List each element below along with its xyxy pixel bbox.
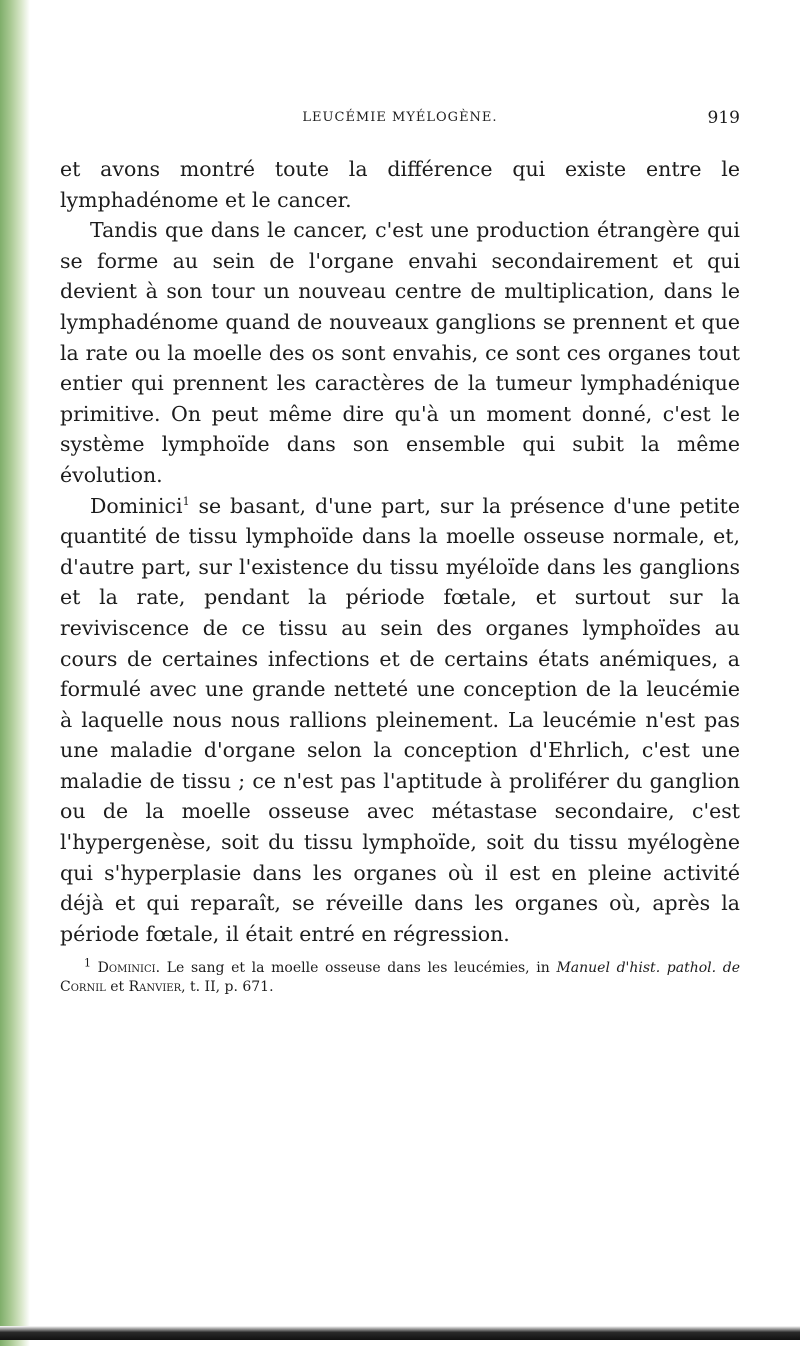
footnote-conjunction: et (105, 979, 129, 996)
footnote-work-title: Manuel d'hist. pathol. de (556, 960, 741, 977)
footnote-text-1: . Le sang et la moelle osseuse dans les leucémies, in (155, 960, 557, 977)
scan-binding-edge (0, 0, 30, 1346)
author-name: Dominici (90, 493, 183, 518)
book-page (60, 108, 740, 997)
running-title: LEUCÉMIE MYÉLOGÈNE. (302, 110, 498, 125)
paragraph-1: et avons montré toute la différence qui existe entre le lymphadénome et le cancer. (60, 157, 740, 212)
paragraph-3-text: se basant, d'une part, sur la présence d'une petite quantité de tissu lymphoïde dans la moelle osseuse normale, et, d'autre part, sur l'existence du tissu myéloïde dans les ganglions et la rate, pendant la période fœtale, et surtout sur la reviviscence de ce tissu au sein des organes lymphoïdes au cours de certaines infections et de certains états anémiques, a formulé avec une grande netteté une conception de la leucémie à laquelle nous nous rallions pleinement. La leucémie n'est pas une maladie d'organe selon la conception d'Ehrlich, c'est une maladie de tissu ; ce n'est pas l'aptitude à proliférer du ganglion ou de la moelle osseuse avec métastase secondaire, c'est l'hypergenèse, soit du tissu lymphoïde, soit du tissu myélogène qui s'hyperplasie dans les organes où il est en pleine activité déjà et qui reparaît, se réveille dans les organes où, après la période fœtale, il était entré en régression. (60, 493, 740, 946)
footnote-reference: 1 (182, 494, 190, 508)
footnote-author-3: Ranvier (128, 979, 182, 996)
page-number: 919 (707, 108, 740, 128)
body-text (60, 154, 740, 949)
paragraph-3 (60, 491, 740, 950)
footnote-text-2: , t. II, p. 671. (181, 979, 274, 996)
scan-bottom-edge (0, 1326, 800, 1340)
footnote-author-2: Cornil (60, 979, 106, 996)
running-header (60, 108, 740, 134)
footnote-mark: 1 (84, 956, 91, 970)
footnote (60, 956, 741, 997)
paragraph-2: Tandis que dans le cancer, c'est une production étrangère qui se forme au sein de l'organe envahi secondairement et qui devient à son tour un nouveau centre de multiplication, dans le lymphadénome quand de nouveaux ganglions se prennent et que la rate ou la moelle des os sont envahis, ce sont ces organes tout entier qui prennent les caractères de la tumeur lymphadénique primitive. On peut même dire qu'à un moment donné, c'est le système lymphoïde dans son ensemble qui subit la même évolution. (60, 218, 740, 487)
footnote-author: Dominici (97, 960, 156, 977)
